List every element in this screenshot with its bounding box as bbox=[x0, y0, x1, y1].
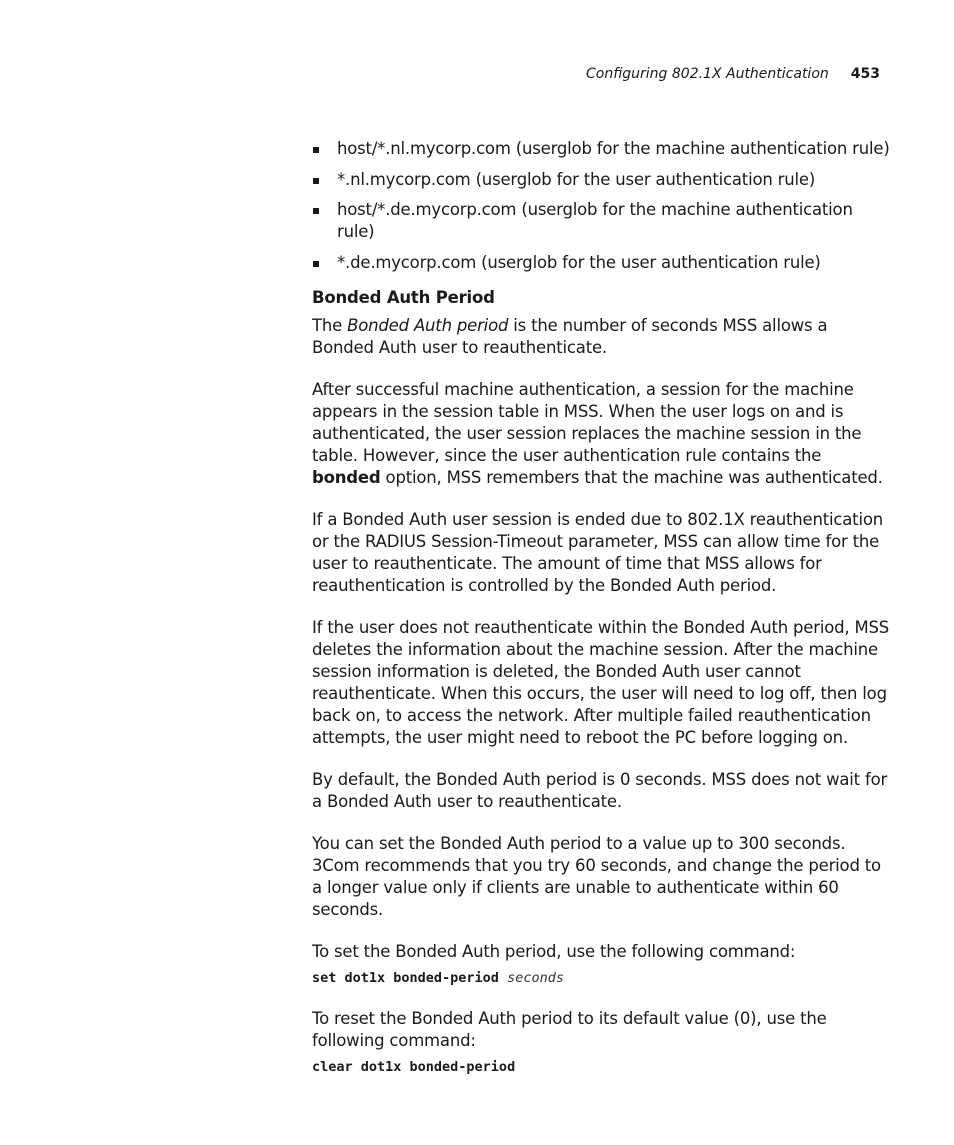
list-item bbox=[312, 199, 890, 243]
list-item bbox=[312, 169, 890, 191]
command-keyword: clear dot1x bonded-period bbox=[312, 1058, 516, 1075]
list-item bbox=[312, 138, 890, 160]
list-item bbox=[312, 252, 890, 274]
term-emphasis: Bonded Auth period bbox=[347, 315, 509, 335]
running-header bbox=[586, 66, 880, 82]
paragraph-text: After successful machine authentication, a session for the machine appears in the session table in MSS. When the user logs on and is authenticated, the user session replaces the machine session in the table. However, since the user authentication rule contains the bbox=[312, 379, 862, 465]
clear-command-intro: To reset the Bonded Auth period to its default value (0), use the following command: bbox=[312, 1008, 827, 1050]
section-heading: Bonded Auth Period bbox=[312, 287, 495, 307]
list-item-text: *.de.mycorp.com (userglob for the user authentication rule) bbox=[337, 252, 821, 272]
machine-auth-paragraph bbox=[312, 379, 890, 489]
paragraph-text-rest: option, MSS remembers that the machine was authenticated. bbox=[380, 467, 883, 487]
intro-text-rest: is the number of seconds MSS allows a Bonded Auth user to reauthenticate. bbox=[312, 315, 828, 357]
list-item-text: host/*.de.mycorp.com (userglob for the machine authentication rule) bbox=[337, 200, 853, 242]
list-item-text: *.nl.mycorp.com (userglob for the user authentication rule) bbox=[337, 169, 816, 189]
default-paragraph: By default, the Bonded Auth period is 0 seconds. MSS does not wait for a Bonded Auth user to reauthenticate. bbox=[312, 769, 888, 811]
list-item-text: host/*.nl.mycorp.com (userglob for the machine authentication rule) bbox=[337, 139, 890, 158]
command-keyword: set dot1x bonded-period bbox=[312, 969, 499, 986]
square-bullet-icon bbox=[313, 261, 319, 267]
square-bullet-icon bbox=[313, 147, 319, 153]
page-body bbox=[312, 138, 890, 1097]
recommendation-paragraph: You can set the Bonded Auth period to a value up to 300 seconds. 3Com recommends that you try 60 seconds, and change the period to a longer value only if clients are unable to authenticate within 60 seconds. bbox=[312, 833, 881, 919]
clear-command-syntax bbox=[312, 1058, 890, 1076]
set-command-intro: To set the Bonded Auth period, use the following command: bbox=[312, 941, 796, 961]
bonded-keyword: bonded bbox=[312, 467, 381, 487]
command-argument: seconds bbox=[507, 969, 564, 986]
failure-paragraph: If the user does not reauthenticate within the Bonded Auth period, MSS deletes the information about the machine session. After the machine session information is deleted, the Bonded Auth user cannot reauthenticate. When this occurs, the user will need to log off, then log back on, to access the network. After multiple failed reauthentication attempts, the user might need to reboot the PC before logging on. bbox=[312, 617, 890, 747]
reauth-paragraph: If a Bonded Auth user session is ended due to 802.1X reauthentication or the RADIUS Session-Timeout parameter, MSS can allow time for the user to reauthenticate. The amount of time that MSS allows for reauthentication is controlled by the Bonded Auth period. bbox=[312, 509, 883, 595]
set-command-syntax bbox=[312, 969, 890, 987]
square-bullet-icon bbox=[313, 208, 319, 214]
intro-text: The bbox=[312, 315, 348, 335]
userglob-list bbox=[312, 138, 890, 274]
intro-paragraph bbox=[312, 315, 890, 359]
page-number: 453 bbox=[850, 66, 880, 82]
chapter-title: Configuring 802.1X Authentication bbox=[586, 66, 829, 82]
square-bullet-icon bbox=[313, 178, 319, 184]
